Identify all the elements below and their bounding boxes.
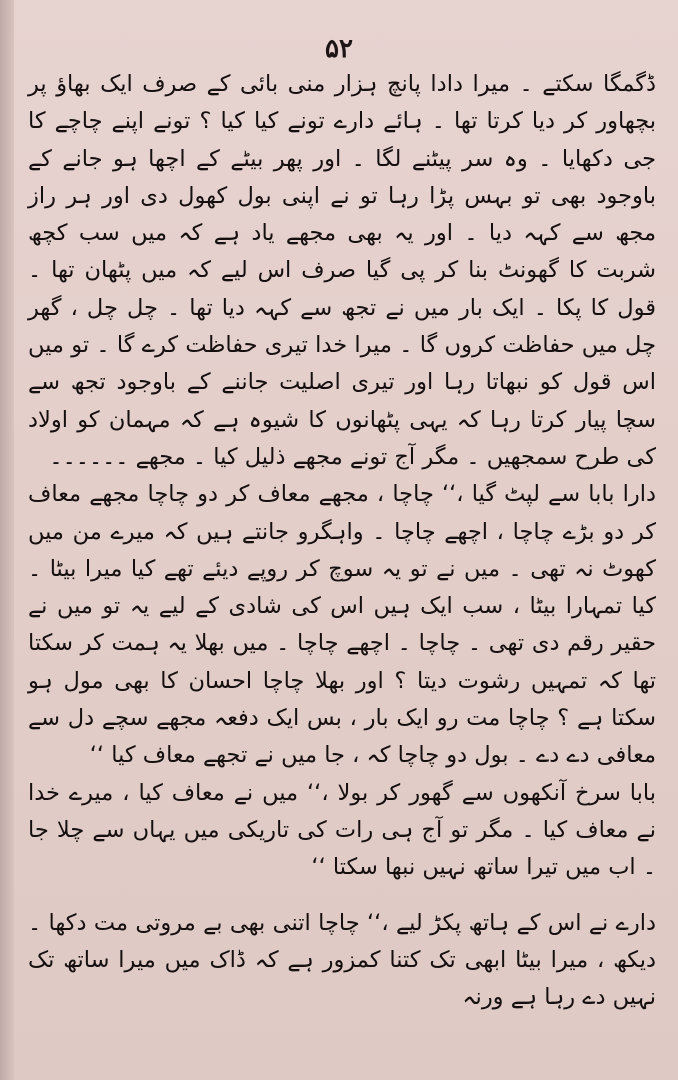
paragraph-2: دارا بابا سے لپٹ گیا ،‘‘ چاچا ، مجھے معاف کر دو چاچا مجھے معاف کر دو بڑے چاچا ، اچھے چاچا ۔ واہگرو جانتے ہیں کہ میرے من میں کھوٹ نہ تھی ۔ میں نے تو یہ سوچ کر روپے دیئے تھے کیا میرا بیٹا ۔ کیا تمہارا بیٹا ، سب ایک ہیں اس کی شادی کے لیے یہ تو میں نے حقیر رقم دی تھی ۔ چاچا ۔ اچھے چاچا ۔ میں بھلا یہ ہمت کر سکتا تھا کہ تمہیں رشوت دیتا ؟ اور بھلا چاچا احسان کا بھی مول ہو سکتا ہے ؟ چاچا مت رو ایک بار ، بس ایک دفعہ مجھے سچے دل سے معافی دے دے ۔ بول دو چاچا کہ ، جا میں نے تجھے معاف کیا ‘‘ [28,481,656,769]
paragraph-4: دارے نے اس کے ہاتھ پکڑ لیے ،‘‘ چاچا اتنی بھی بے مروتی مت دکھا ۔ دیکھ ، میرا بیٹا ابھی تک کتنا کمزور ہے کہ ڈاک میں میرا ساتھ تک نہیں دے رہا ہے ورنہ [28,909,656,1011]
paragraph-3: بابا سرخ آنکھوں سے گھور کر بولا ،‘‘ میں نے معاف کیا ، میرے خدا نے معاف کیا ۔ مگر تو آج ہی رات کی تاریکی میں یہاں سے چلا جا ۔ اب میں تیرا ساتھ نہیں نبھا سکتا ‘‘ [28,779,656,881]
paragraph-1: ڈگمگا سکتے ۔ میرا دادا پانچ ہزار منی بائی کے صرف ایک بھاؤ پر بچھاور کر دیا کرتا تھا ۔ ہائے دارے تونے کیا کیا ؟ تونے اپنے چاچے کا جی دکھایا ۔ وہ سر پیٹنے لگا ۔ اور پھر بیٹے کے اچھا ہو جانے کے باوجود بھی تو بہس پڑا رہا تو نے اپنی بول کھول دی اور ہر راز مجھ سے کہہ دیا ۔ اور یہ بھی مجھے یاد ہے کہ میں سب کچھ شربت کا گھونٹ بنا کر پی گیا صرف اس لیے کہ میں پٹھان تھا ۔ قول کا پکا ۔ ایک بار میں نے تجھ سے کہہ دیا تھا ۔ چل چل ، گھر چل میں حفاظت کروں گا ۔ میرا خدا تیری حفاظت کرے گا ۔ تو میں اس قول کو نبھاتا رہا اور تیری اصلیت جاننے کے باوجود تجھ سے سچا پیار کرتا رہا کہ یہی پٹھانوں کا شیوہ ہے کہ مہمان کو اولاد کی طرح سمجھیں ۔ مگر آج تونے مجھے ذلیل کیا ۔ مجھے ۔۔۔۔۔۔ [28,71,656,470]
body-text [28,66,656,1016]
page-number: ۵۲ [325,34,353,64]
